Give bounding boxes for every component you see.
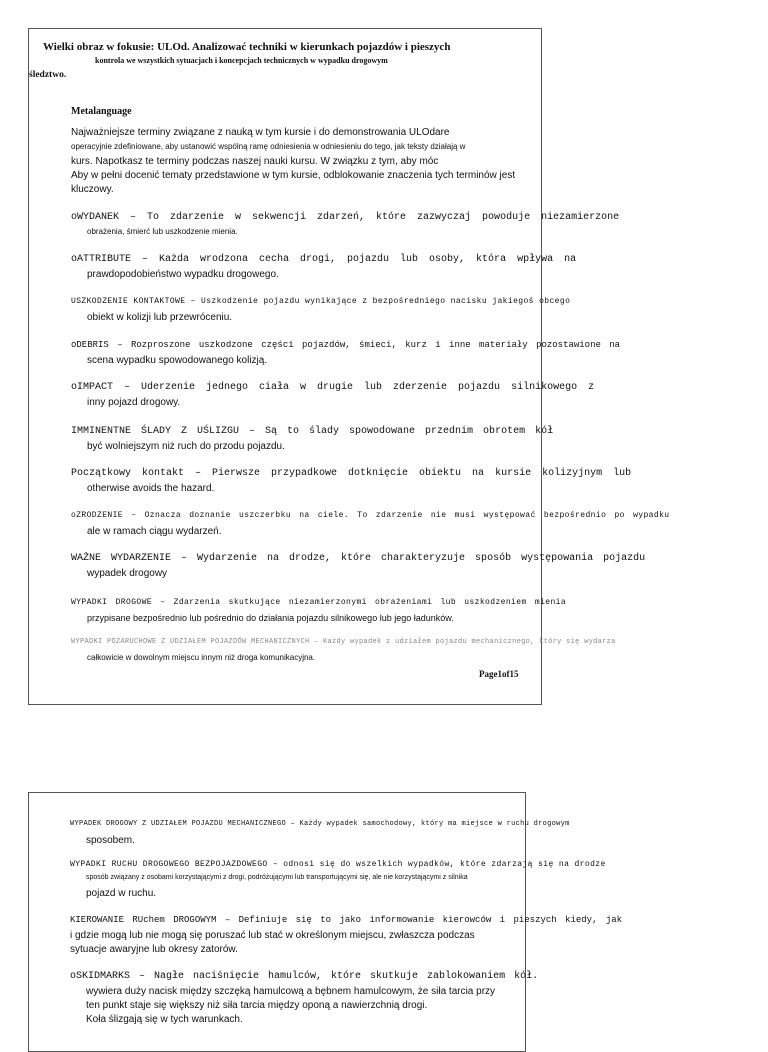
term-definition-continuation: wywiera duży nacisk między szczęką hamulcową a bębnem hamulcowym, że siła tarcia przy [86,986,496,997]
term-definition: WYPADKI DROGOWE – Zdarzenia skutkujące niezamierzonymi obrażeniami lub uszkodzeniem mienia [71,598,567,607]
term-definition-continuation: inny pojazd drogowy. [87,397,181,408]
term-definition-continuation: obiekt w kolizji lub przewróceniu. [87,312,233,323]
document-title-line-1: Wielki obraz w fokusie: ULOd. Analizować techniki w kierunkach pojazdów i pieszych [43,41,451,53]
term-definition: WAŻNE WYDARZENIE – Wydarzenie na drodze, które charakteryzuje sposób występowania pojazdu [71,553,646,564]
term-definition-continuation: pojazd w ruchu. [86,888,157,899]
term-definition: IMMINENTNE ŚLADY Z UŚLIZGU – Są to ślady spowodowane przednim obrotem kół [71,426,554,437]
term-definition-continuation: prawdopodobieństwo wypadku drogowego. [87,269,279,280]
term-definition-continuation: całkowicie w dowolnym miejscu innym niż droga komunikacyjna. [87,653,316,662]
term-definition: KIEROWANIE RUchem DROGOWYM – Definiuje się to jako informowanie kierowców i pieszych kiedy, jak [70,915,623,925]
term-definition-continuation: ten punkt staje się większy niż siła tarcia między oponą a nawierzchnią drogi. [86,1000,428,1011]
term-definition: oIMPACT – Uderzenie jednego ciała w drugie lub zderzenie pojazdu silnikowego z [71,382,595,393]
term-definition: Początkowy kontakt – Pierwsze przypadkowe dotknięcie obiektu na kursie kolizyjnym lub [71,468,632,479]
document-title-line-2: kontrola we wszystkich sytuacjach i koncepcjach technicznych w wypadku drogowym [95,56,388,65]
term-definition-continuation: sposobem. [86,835,135,846]
term-definition-continuation: sytuacje awaryjne lub okresy zatorów. [70,944,238,955]
intro-line-1: Najważniejsze terminy związane z nauką w tym kursie i do demonstrowania ULOdare [71,127,450,138]
term-definition: oWYDANEK – To zdarzenie w sekwencji zdarzeń, które zazwyczaj powoduje niezamierzone [71,212,620,223]
intro-line-2: operacyjnie zdefiniowane, aby ustanowić wspólną ramę odniesienia w odniesieniu do tego, jak teksty działają w [71,142,466,151]
term-definition-continuation: otherwise avoids the hazard. [87,483,215,494]
term-definition: WYPADEK DROGOWY Z UDZIAŁEM POJAZDU MECHANICZNEGO – Każdy wypadek samochodowy, który ma miejsce w ruchu drogowym [70,820,570,828]
term-definition-continuation: sposób związany z osobami korzystającymi z drogi, podróżującymi lub transportującymi się, ale nie korzystającymi z silnika [86,874,468,881]
intro-line-5: kluczowy. [71,184,114,195]
term-definition: oATTRIBUTE – Każda wrodzona cecha drogi, pojazdu lub osoby, która wpływa na [71,254,577,265]
term-definition-continuation: przypisane bezpośrednio lub pośrednio do działania pojazdu silnikowego lub jego ładunków. [87,613,454,623]
term-definition: oZRODZENIE – Oznacza doznanie uszczerbku na ciele. To zdarzenie nie musi występować bezpośrednio po wypadku [71,511,670,520]
intro-line-4: Aby w pełni docenić tematy przedstawione w tym kursie, odblokowanie znaczenia tych terminów jest [71,170,516,181]
term-definition: oDEBRIS – Rozproszone uszkodzone części pojazdów, śmieci, kurz i inne materiały pozostawione na [71,340,621,350]
term-definition-continuation: Koła ślizgają się w tych warunkach. [86,1014,243,1025]
term-definition-continuation: być wolniejszym niż ruch do przodu pojazdu. [87,441,285,452]
section-heading: Metalanguage [71,106,132,117]
intro-line-3: kurs. Napotkasz te terminy podczas naszej nauki kursu. W związku z tym, aby móc [71,156,439,167]
term-definition: USZKODZENIE KONTAKTOWE – Uszkodzenie pojazdu wynikające z bezpośredniego nacisku jakiegoś obcego [71,297,571,306]
term-definition: WYPADKI RUCHU DROGOWEGO BEZPOJAZDOWEGO – odnosi się do wszelkich wypadków, które zdarzają się na drodze [70,860,606,869]
term-definition-continuation: scena wypadku spowodowanego kolizją. [87,355,268,366]
term-definition-continuation: wypadek drogowy [87,568,168,579]
term-definition: oSKIDMARKS – Nagłe naciśnięcie hamulców, które skutkuje zablokowaniem kół. [70,971,539,982]
term-definition-continuation: ale w ramach ciągu wydarzeń. [87,526,222,537]
term-definition-continuation: i gdzie mogą lub nie mogą się poruszać lub stać w określonym miejscu, zwłaszcza podczas [70,930,475,941]
term-definition-continuation: obrażenia, śmierć lub uszkodzenie mienia. [87,227,238,236]
term-definition: WYPADKI POZARUCHOWE Z UDZIAŁEM POJAZDÓW MECHANICZNYCH – Każdy wypadek z udziałem pojazdu mechanicznego, który się wydarza [71,638,616,646]
page-number: Page1of15 [479,669,519,679]
document-page-2 [28,792,623,1052]
document-page-1 [28,28,670,705]
document-title-line-3: śledztwo. [29,70,67,80]
